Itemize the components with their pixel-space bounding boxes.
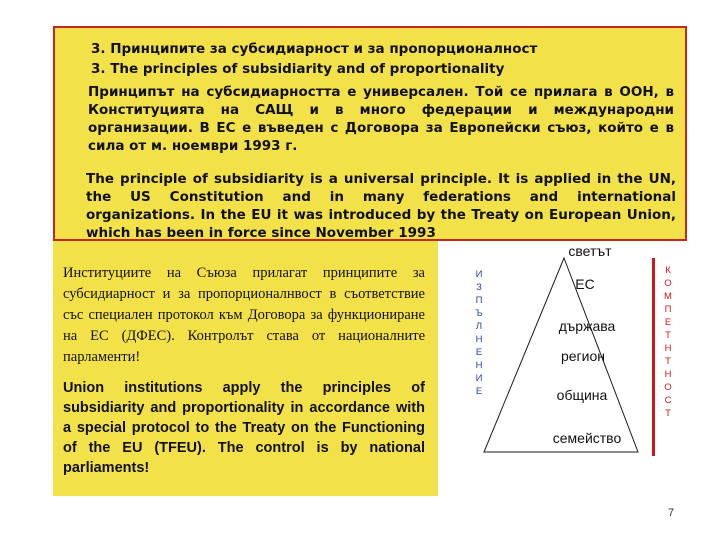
- vertical-letter-left: Л: [475, 321, 483, 332]
- level-family: семейство: [552, 430, 622, 446]
- vertical-letter-right: М: [664, 291, 672, 302]
- title-bg: 3. Принципите за субсидиарност и за пропорционалност: [91, 41, 538, 57]
- level-municipality: община: [556, 387, 608, 403]
- vertical-letter-right: О: [664, 278, 672, 289]
- vertical-letter-right: К: [665, 265, 671, 276]
- vertical-letter-right: Н: [664, 343, 672, 354]
- title-en: 3. The principles of subsidiarity and of proportionality: [91, 61, 505, 77]
- vertical-letter-right: С: [664, 395, 672, 406]
- institutions-en: Union institutions apply the principles of subsidiarity and proportionality in accordance with a special protocol to the Treaty on the Functioning of the EU (TFEU). The control is by national parliaments!: [63, 380, 425, 476]
- vertical-letter-left: Е: [475, 386, 483, 397]
- vertical-letter-left: И: [475, 269, 483, 280]
- vertical-letter-right: Е: [664, 317, 672, 328]
- paragraph-en: The principle of subsidiarity is a universal principle. It is applied in the UN, the US Constitution and in many federations and international organizations. In the EU it was introduced by the Treaty on European Union, which has been in force since November 1993: [86, 171, 676, 241]
- vertical-letter-left: П: [475, 295, 483, 306]
- paragraph-bg: Принципът на субсидиарността е универсален. Той се прилага в ООН, в Конституцията на САЩ и в много федерации и международни организации. В ЕС е въведен с Договора за Европейски съюз, който е в сила от м. ноември 1993 г.: [88, 84, 674, 154]
- level-eu: ЕС: [575, 276, 595, 292]
- vertical-letter-left: Н: [475, 334, 483, 345]
- page-number: 7: [668, 507, 675, 519]
- vertical-letter-right: Н: [664, 369, 672, 380]
- vertical-letter-left: И: [475, 373, 483, 384]
- vertical-letter-right: Т: [665, 330, 671, 341]
- vertical-letter-left: Н: [475, 360, 483, 371]
- vertical-letter-right: П: [664, 304, 672, 315]
- level-region: регион: [560, 348, 606, 364]
- vertical-letter-left: З: [476, 282, 482, 293]
- level-world: светът: [568, 243, 612, 259]
- level-state: държава: [558, 318, 616, 334]
- competence-red-bar: [652, 258, 655, 456]
- vertical-letter-right: Т: [665, 356, 671, 367]
- vertical-letter-right: О: [664, 382, 672, 393]
- institutions-bg: Институциите на Съюза прилагат принципите за субсидиарност и за пропорционалнвост в съответствие със специален протокол към Договора за функциониране на ЕС (ДФЕС). Контролът става от националните парламенти!: [63, 265, 425, 365]
- vertical-label-right: [661, 264, 675, 420]
- vertical-letter-right: Т: [665, 408, 671, 419]
- vertical-letter-left: Ъ: [475, 308, 483, 319]
- vertical-letter-left: Е: [475, 347, 483, 358]
